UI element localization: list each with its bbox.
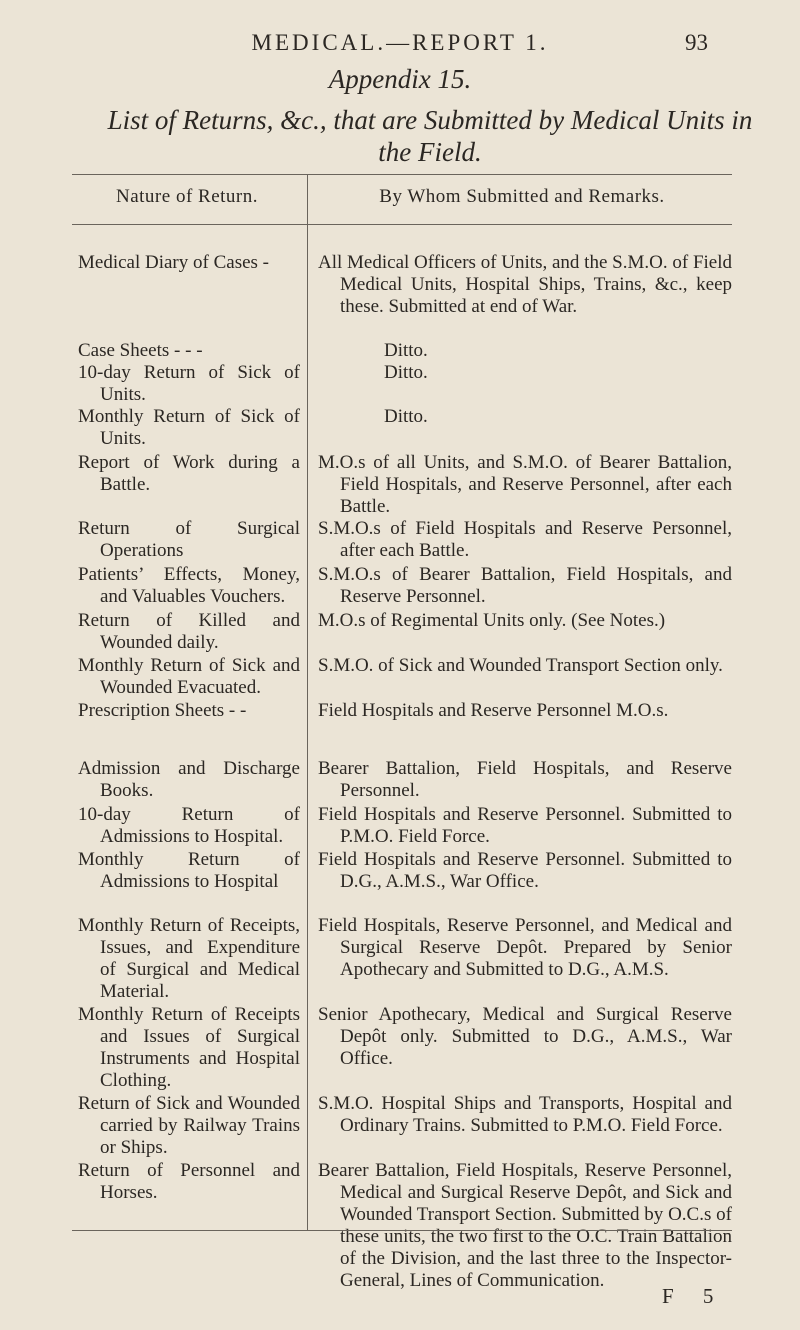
remark-entry: Field Hospitals and Reserve Personnel. Submitted to D.G., A.M.S., War Office. (318, 849, 732, 892)
page-number: 93 (685, 30, 708, 55)
nature-entry: Monthly Return of Receipts and Issues of Surgical Instruments and Hospital Clothing. (78, 1004, 300, 1091)
remark-entry: Ditto. (384, 406, 428, 427)
signature-mark: F 5 (662, 1284, 726, 1308)
table-top-rule (72, 174, 732, 175)
remark-entry: S.M.O.s of Field Hospitals and Reserve Personnel, after each Battle. (318, 518, 732, 561)
nature-entry: Monthly Return of Receipts, Issues, and Expenditure of Surgical and Medical Material. (78, 915, 300, 1002)
table-bottom-rule (72, 1230, 732, 1231)
header-bottom-rule (72, 224, 732, 225)
nature-entry: Case Sheets - - - (78, 340, 203, 361)
nature-entry: Monthly Return of Admissions to Hospital (78, 849, 300, 892)
nature-entry: Return of Sick and Wounded carried by Railway Trains or Ships. (78, 1093, 300, 1158)
remark-entry: S.M.O.s of Bearer Battalion, Field Hospitals, and Reserve Personnel. (318, 564, 732, 607)
nature-entry: 10-day Return of Admissions to Hospital. (78, 804, 300, 847)
appendix-label: Appendix 15. (328, 64, 472, 94)
remark-entry: Field Hospitals and Reserve Personnel. Submitted to P.M.O. Field Force. (318, 804, 732, 847)
table-title: List of Returns, &c., that are Submitted by Medical Units in the Field. (107, 105, 753, 167)
nature-entry: Report of Work during a Battle. (78, 452, 300, 495)
nature-entry: Monthly Return of Sick and Wounded Evacuated. (78, 655, 300, 698)
remark-entry: M.O.s of all Units, and S.M.O. of Bearer Battalion, Field Hospitals, and Reserve Personnel, after each Battle. (318, 452, 732, 517)
remark-entry: Senior Apothecary, Medical and Surgical Reserve Depôt only. Submitted to D.G., A.M.S., War Office. (318, 1004, 732, 1069)
nature-entry: Patients’ Effects, Money, and Valuables Vouchers. (78, 564, 300, 607)
column-divider (307, 174, 308, 1230)
remark-entry: S.M.O. Hospital Ships and Transports, Hospital and Ordinary Trains. Submitted to P.M.O. Field Force. (318, 1093, 732, 1136)
remark-entry: M.O.s of Regimental Units only. (See Notes.) (318, 610, 666, 631)
remark-entry: Field Hospitals, Reserve Personnel, and Medical and Surgical Reserve Depôt. Prepared by Senior Apothecary and Submitted to D.G., A.M.S. (318, 915, 732, 980)
nature-entry: Admission and Discharge Books. (78, 758, 300, 801)
nature-entry: Return of Killed and Wounded daily. (78, 610, 300, 653)
remark-entry: Bearer Battalion, Field Hospitals, and Reserve Personnel. (318, 758, 732, 801)
remark-entry: S.M.O. of Sick and Wounded Transport Section only. (318, 655, 723, 676)
nature-entry: Return of Personnel and Horses. (78, 1160, 300, 1203)
remark-entry: All Medical Officers of Units, and the S.M.O. of Field Medical Units, Hospital Ships, Trains, &c., keep these. Submitted at end of War. (318, 252, 732, 317)
remark-entry: Field Hospitals and Reserve Personnel M.O.s. (318, 700, 669, 721)
running-title: MEDICAL.—REPORT 1. (251, 30, 549, 55)
remark-entry: Ditto. (384, 340, 428, 361)
nature-entry: Monthly Return of Sick of Units. (78, 406, 300, 449)
column-header-submitted-by: By Whom Submitted and Remarks. (379, 186, 665, 207)
column-header-nature: Nature of Return. (116, 186, 258, 207)
running-head (0, 26, 800, 60)
nature-entry: 10-day Return of Sick of Units. (78, 362, 300, 405)
remark-entry: Ditto. (384, 362, 428, 383)
remark-entry: Bearer Battalion, Field Hospitals, Reserve Personnel, Medical and Surgical Reserve Depôt, and Sick and Wounded Transport Section. Submitted by O.C.s of these units, the two first to the O.C. Train Battalion of the Division, and the last three to the Inspector-General, Lines of Communication. (318, 1160, 732, 1291)
nature-entry: Prescription Sheets - - (78, 700, 247, 721)
nature-entry: Return of Surgical Operations (78, 518, 300, 561)
nature-entry: Medical Diary of Cases - (78, 252, 269, 273)
